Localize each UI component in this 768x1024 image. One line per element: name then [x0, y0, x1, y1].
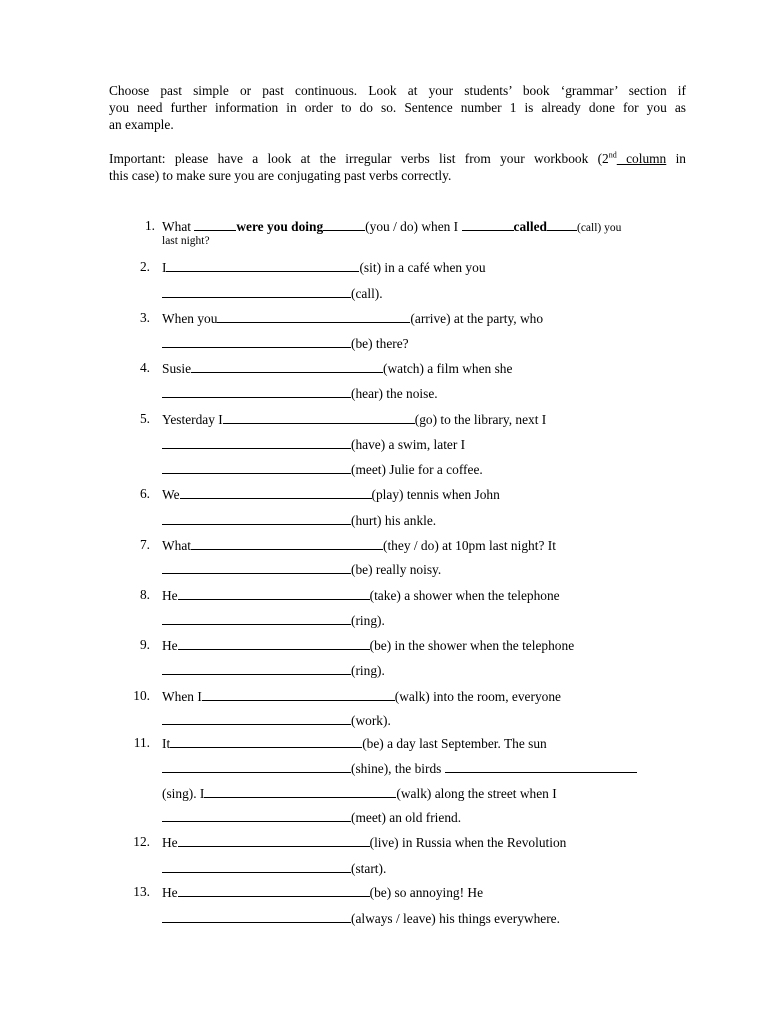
item-number: 11.: [133, 735, 150, 750]
answer-blank[interactable]: [162, 712, 351, 725]
example-answer: called: [513, 219, 547, 234]
instruction-line: this case) to make sure you are conjugating past verbs correctly.: [109, 168, 452, 183]
item-line: (work).: [162, 712, 391, 729]
item-line: (have) a swim, later I: [162, 436, 465, 453]
answer-blank[interactable]: [166, 259, 359, 272]
instructions-paragraph-1: [109, 82, 686, 133]
answer-blank[interactable]: [178, 884, 370, 897]
item-number: 12.: [133, 834, 150, 849]
item-line: (call).: [162, 285, 383, 302]
item-number: 5.: [139, 411, 150, 426]
item-line: (meet) Julie for a coffee.: [162, 461, 483, 478]
item-line: (start).: [162, 860, 386, 877]
item-number: 6.: [139, 486, 150, 501]
item-line: What were you doing (you / do) when I called (call) you: [162, 219, 622, 234]
instruction-line: an example.: [109, 117, 174, 132]
item-line: (hurt) his ankle.: [162, 512, 436, 529]
answer-blank[interactable]: [162, 385, 351, 398]
item-line: (meet) an old friend.: [162, 809, 461, 826]
item-line: When I (walk) into the room, everyone: [162, 689, 561, 704]
answer-blank[interactable]: [217, 310, 410, 323]
answer-blank[interactable]: [178, 587, 370, 600]
instruction-line: you need further information in order to do so. Sentence number 1 is already done for you as: [109, 100, 686, 115]
item-line: He (be) so annoying! He: [162, 885, 484, 900]
item-line: He (be) in the shower when the telephone: [162, 638, 575, 653]
answer-blank[interactable]: [162, 662, 351, 675]
answer-blank[interactable]: [178, 834, 370, 847]
item-line: What (they / do) at 10pm last night? It: [162, 538, 556, 553]
item-number: 10.: [133, 688, 150, 703]
answer-blank[interactable]: [191, 537, 383, 550]
item-line: He (take) a shower when the telephone: [162, 588, 560, 603]
item-number: 1.: [144, 218, 155, 233]
answer-blank[interactable]: [162, 285, 351, 298]
answer-blank[interactable]: [204, 785, 396, 798]
answer-blank[interactable]: [223, 411, 415, 424]
item-number: 9.: [139, 637, 150, 652]
answer-blank[interactable]: [170, 735, 362, 748]
item-line: Susie (watch) a film when she: [162, 361, 513, 376]
item-number: 7.: [139, 537, 150, 552]
answer-blank[interactable]: [191, 360, 383, 373]
item-line: He (live) in Russia when the Revolution: [162, 835, 567, 850]
item-number: 2.: [139, 259, 150, 274]
item-line: (sing). I (walk) along the street when I: [162, 786, 557, 801]
item-line: (ring).: [162, 612, 385, 629]
instruction-line: Choose past simple or past continuous. Look at your students’ book ‘grammar’ section if: [109, 83, 686, 98]
item-number: 4.: [139, 360, 150, 375]
item-number: 3.: [139, 310, 150, 325]
answer-blank[interactable]: [445, 760, 637, 773]
answer-blank[interactable]: [162, 335, 351, 348]
item-line: (ring).: [162, 662, 385, 679]
item-line: It (be) a day last September. The sun: [162, 736, 547, 751]
item-line: (be) there?: [162, 335, 409, 352]
item-line: (be) really noisy.: [162, 561, 441, 578]
answer-blank[interactable]: [162, 809, 351, 822]
answer-blank[interactable]: [162, 910, 351, 923]
answer-blank[interactable]: [162, 860, 351, 873]
instructions-paragraph-2: [109, 150, 686, 184]
answer-blank[interactable]: [162, 561, 351, 574]
item-line: When you (arrive) at the party, who: [162, 311, 544, 326]
item-number: 8.: [139, 587, 150, 602]
item-line: last night?: [162, 235, 210, 247]
item-line: (shine), the birds: [162, 760, 637, 777]
answer-blank[interactable]: [178, 637, 370, 650]
example-answer: were you doing: [236, 219, 324, 234]
answer-blank[interactable]: [180, 486, 372, 499]
answer-blank[interactable]: [202, 688, 395, 701]
item-number: 13.: [133, 884, 150, 899]
answer-blank[interactable]: [162, 461, 351, 474]
item-line: (hear) the noise.: [162, 385, 438, 402]
answer-blank[interactable]: [162, 512, 351, 525]
item-line: I (sit) in a café when you: [162, 260, 486, 275]
item-line: Yesterday I (go) to the library, next I: [162, 412, 547, 427]
instruction-line: Important: please have a look at the irregular verbs list from your workbook (2nd column in: [109, 150, 687, 166]
answer-blank[interactable]: [162, 436, 351, 449]
item-line: We (play) tennis when John: [162, 487, 500, 502]
answer-blank[interactable]: [162, 612, 351, 625]
item-line: (always / leave) his things everywhere.: [162, 910, 560, 927]
answer-blank[interactable]: [162, 760, 351, 773]
